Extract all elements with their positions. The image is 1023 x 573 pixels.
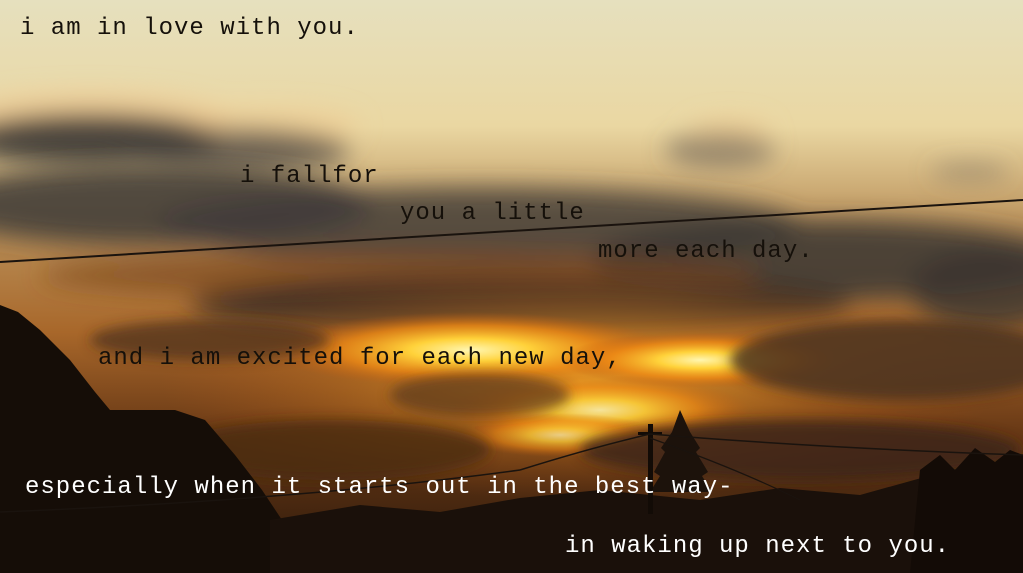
poem-line-2: i fallfor [240,163,379,190]
poem-line-6: especially when it starts out in the best way- [25,474,734,501]
poem-line-4: more each day. [598,238,814,265]
poem-line-7: in waking up next to you. [565,533,951,560]
poem-line-1: i am in love with you. [20,15,359,42]
poem-line-5: and i am excited for each new day, [98,345,622,372]
poem-line-3: you a little [400,200,585,227]
